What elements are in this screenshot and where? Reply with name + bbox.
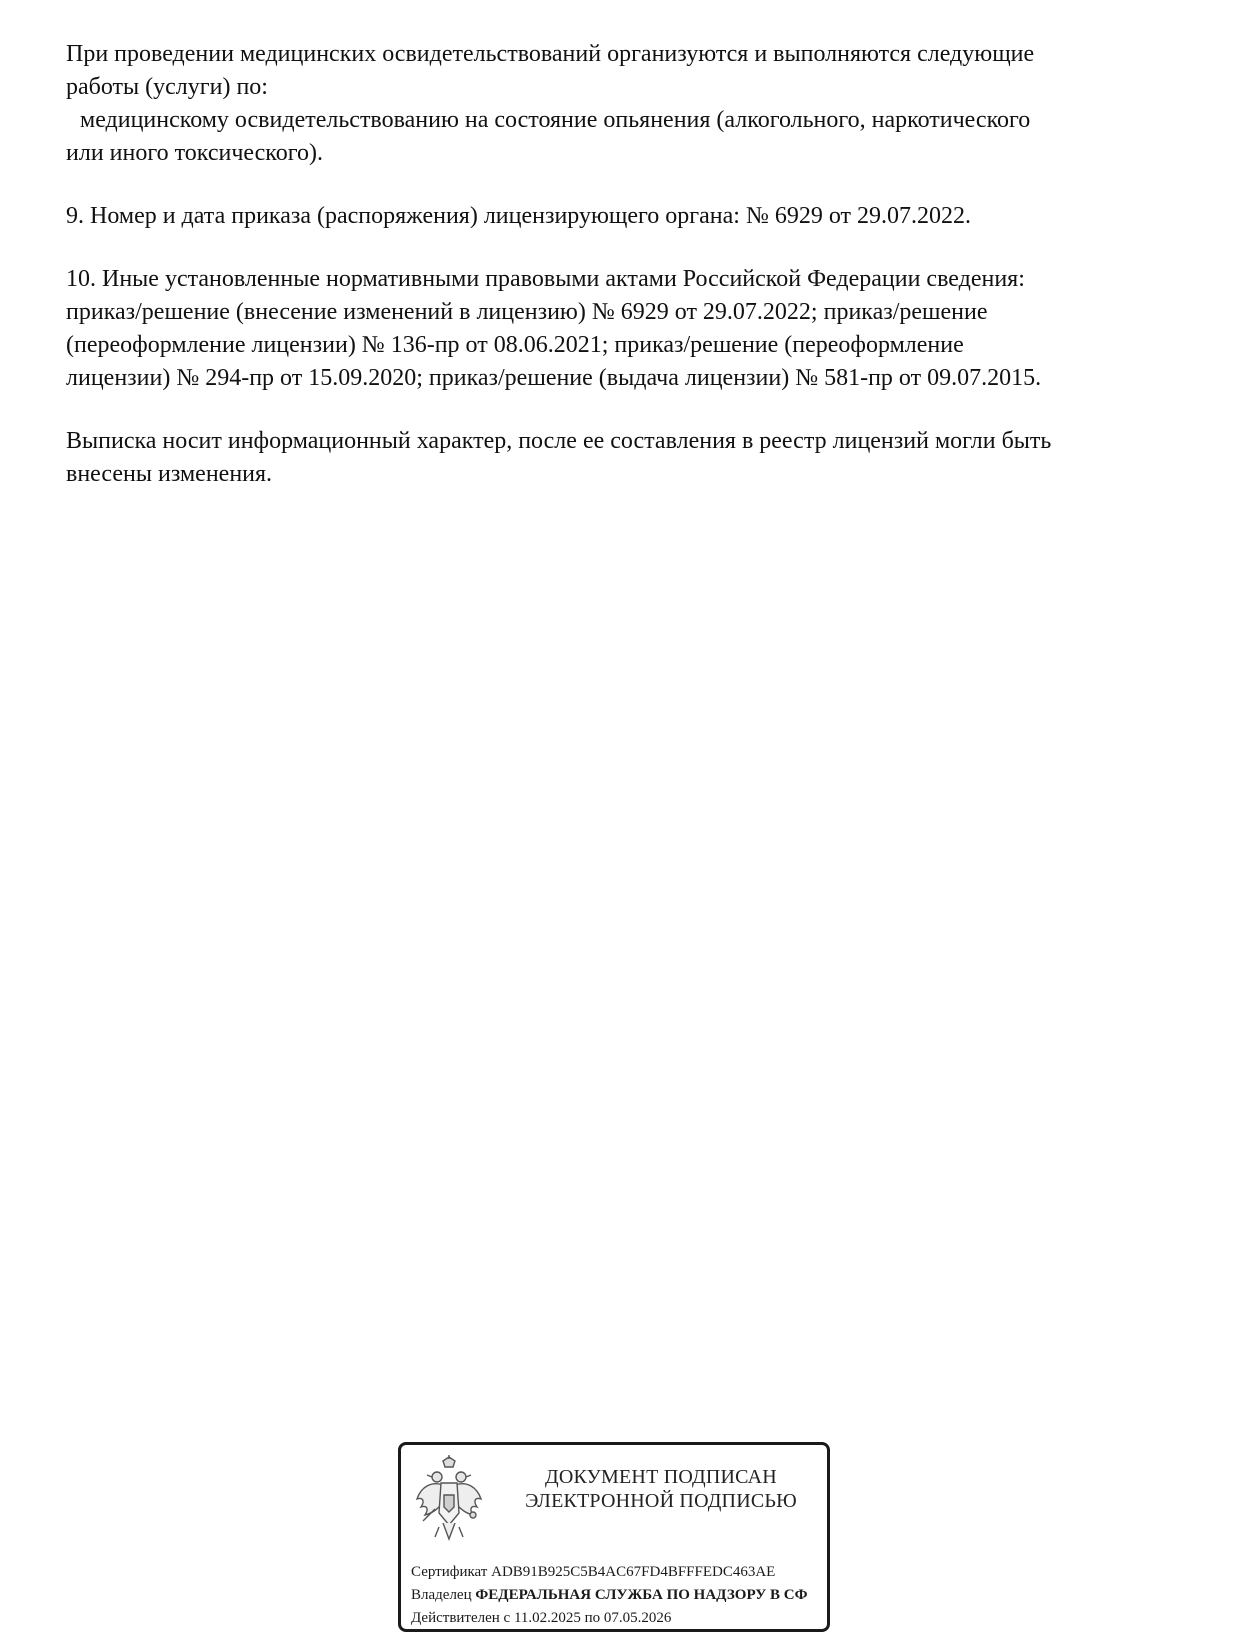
stamp-title-line: ЭЛЕКТРОННОЙ ПОДПИСЬЮ [525, 1490, 797, 1512]
text-line: 9. Номер и дата приказа (распоряжения) лицензирующего органа: № 6929 от 29.07.2022. [66, 203, 972, 229]
text-line: лицензии) № 294-пр от 15.09.2020; приказ/решение (выдача лицензии) № 581-пр от 09.07.2015. [66, 365, 1042, 391]
stamp-title-line: ДОКУМЕНТ ПОДПИСАН [545, 1466, 777, 1488]
paragraph-other-info [66, 263, 1186, 395]
certificate-label: Сертификат [411, 1564, 488, 1580]
text-line: (переоформление лицензии) № 136-пр от 08.06.2021; приказ/решение (переоформление [66, 332, 964, 358]
owner-label: Владелец [411, 1587, 472, 1603]
electronic-signature-stamp [398, 1442, 830, 1632]
text-line: При проведении медицинских освидетельствований организуются и выполняются следующие [66, 41, 1035, 67]
owner-value: ФЕДЕРАЛЬНАЯ СЛУЖБА ПО НАДЗОРУ В СФ [475, 1587, 808, 1603]
paragraph-disclaimer [66, 425, 1186, 491]
text-line: медицинскому освидетельствованию на состояние опьянения (алкогольного, наркотического [80, 107, 1031, 133]
owner-row [411, 1584, 830, 1607]
paragraph-order-number [66, 200, 1186, 233]
text-line: или иного токсического). [66, 140, 323, 166]
stamp-details [411, 1561, 830, 1630]
russian-coat-of-arms-icon [413, 1455, 485, 1547]
paragraph-services [66, 38, 1186, 170]
text-line: внесены изменения. [66, 461, 273, 487]
certificate-row [411, 1561, 830, 1584]
text-line: работы (услуги) по: [66, 74, 268, 100]
text-line: Выписка носит информационный характер, после ее составления в реестр лицензий могли быть [66, 428, 1052, 454]
document-body [66, 38, 1186, 521]
validity-row: Действителен с 11.02.2025 по 07.05.2026 [411, 1610, 672, 1626]
certificate-value: ADB91B925C5B4AC67FD4BFFFEDC463AE [491, 1564, 776, 1580]
stamp-title [511, 1465, 811, 1513]
text-line: 10. Иные установленные нормативными правовыми актами Российской Федерации сведения: [66, 266, 1025, 292]
text-line: приказ/решение (внесение изменений в лицензию) № 6929 от 29.07.2022; приказ/решение [66, 299, 988, 325]
